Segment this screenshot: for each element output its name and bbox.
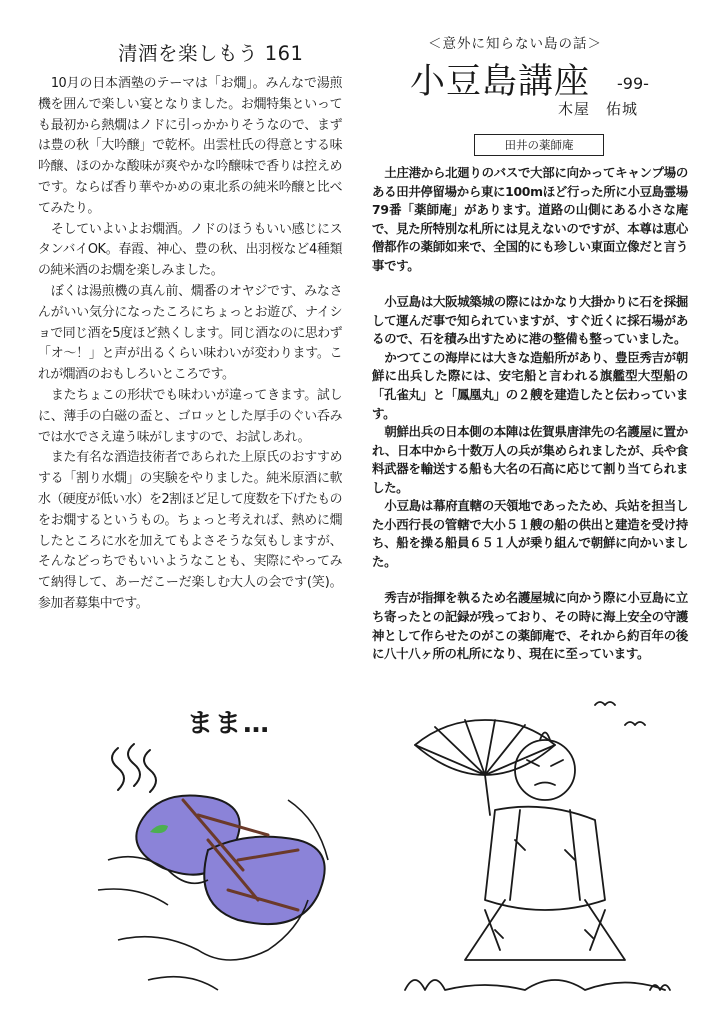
author-name (558, 98, 638, 119)
sake-paragraph: またちょこの形状でも味わいが違ってきます。試しに、薄手の白磁の盃と、ゴロッとした厚手のぐい呑みでは水でさえ違う味がしますので、お試しあれ。 (38, 387, 342, 445)
history-paragraph: 小豆島は幕府直轄の天領地であったため、兵站を担当した小西行長の管轄で大小５１艘の船の供出と建造を受け持ち、船を操る船員６５１人が乗り組んで朝鮮に向かいました。 (372, 498, 688, 569)
author-family-name: 木屋 (558, 100, 591, 118)
sake-column-body (38, 74, 342, 615)
history-paragraph: 秀吉が指揮を執るため名護屋城に向かう際に小豆島に立ち寄ったとの記録が残っており、その時に海上安全の守護神として作らせたのがこの薬師庵で、それから約百年の後に八十八ヶ所の札所になり、現在に至っています。 (372, 590, 688, 662)
history-paragraph: 朝鮮出兵の日本側の本陣は佐賀県唐津先の名護屋に置かれ、日本中から十数万人の兵が集められましたが、兵や食料武器を輸送する船も大名の石高に応じて割り当てられました。 (372, 424, 688, 495)
sake-paragraph: 10月の日本酒塾のテーマは「お燗」。みんなで湯煎機を囲んで楽しい宴となりました。お燗特集といっても最初から熱燗はノドに引っかかりそうなので、まずは豊の秋「大吟醸」で乾杯。出雲杜氏の得意とする味吟醸、ほのかな酸味が爽やかな吟醸味で香りは控えめです。ならば香り華やかめの東北系の純米吟醸と比べてみたり。 (38, 76, 342, 216)
series-title: ＜意外に知らない島の話＞ (428, 36, 602, 52)
history-paragraph: 土庄港から北廻りのバスで大部に向かってキャンプ場のある田井停留場から東に100mほど行った所に小豆島霊場79番「薬師庵」があります。道路の山側にある小さな庵で、見た所特別な札所には見えないのですが、本尊は恵心僧都作の薬師如来で、全国的にも珍しい東面立像だと言う事です。 (372, 165, 688, 273)
sake-paragraph: ぼくは湯煎機の真ん前、燗番のオヤジです、みなさんがいい気分になったころにちょっとお遊び、ナイショで同じ酒を5度ほど熱くします。同じ酒なのに思わず「オ～！」と声が出るくらい味わいが変わります。これが燗酒のおもしろいところです。 (38, 283, 342, 383)
author-given-name: 佑城 (606, 100, 639, 118)
history-paragraph: かつてこの海岸には大きな造船所があり、豊臣秀吉が朝鮮に出兵した際には、安宅船と言われる旗艦型大型船の「孔雀丸」と「鳳凰丸」の２艘を建造したと伝わっています。 (372, 349, 688, 421)
shodoshima-body (372, 164, 688, 664)
samurai-with-fan-illustration (395, 690, 695, 1010)
sake-paragraph: また有名な酒造技術者であられた上原氏のおすすめする「割り水燗」の実験をやりました。純米原酒に軟水（硬度が低い水）を2割ほど足して度数を下げたものをお燗するというもの。ちょっと考えれば、熱めに燗したところに水を加えてもよさそうな気もしますが、そんなどっちでもいいようなことも、実際にやってみて納得して、あーだこーだ楽しむ大人の会です(笑)。参加者募集中です。 (38, 450, 342, 611)
hands-pouring-sake-illustration (88, 740, 338, 1010)
column-title: 小豆島講座 (410, 62, 591, 102)
sake-column-title: 清酒を楽しもう 161 (118, 42, 304, 65)
sake-paragraph: そしていよいよお燗酒。ノドのほうもいい感じにスタンバイOK。春霞、神心、豊の秋、出羽桜など4種類の純米酒のお燗を楽しみました。 (38, 221, 342, 279)
section-heading: 田井の薬師庵 (474, 134, 604, 156)
column-number: -99- (617, 74, 649, 93)
history-paragraph: 小豆島は大阪城築城の際にはかなり大掛かりに石を採掘して運んだ事で知られていますが、すぐ近くに採石場があるので、石を積み出すために港の整備も整っていました。 (372, 294, 688, 347)
illustration-caption: まま… (187, 709, 272, 739)
